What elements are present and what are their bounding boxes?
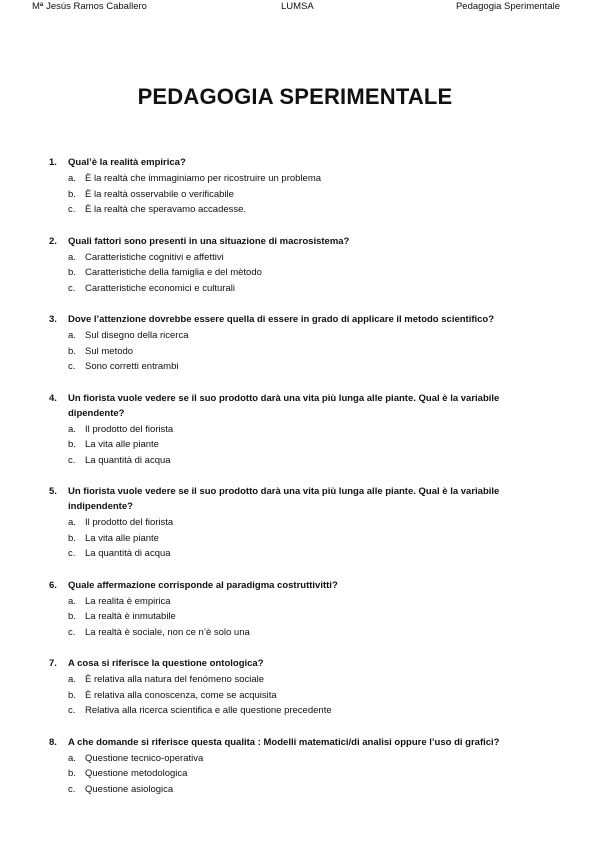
option-letter: c.: [68, 454, 76, 466]
option-letter: a.: [68, 674, 76, 685]
question-number: 5.: [49, 486, 57, 497]
answer-option: [0, 328, 600, 344]
answer-option: [0, 688, 600, 704]
option-text: Sono corretti entrambi: [85, 361, 179, 372]
option-list: [0, 328, 600, 375]
answer-option: [0, 515, 600, 531]
question-item: [0, 391, 600, 469]
answer-option: [0, 751, 600, 767]
option-text: È la realtà osservabile o verificabile: [85, 188, 234, 200]
question-item: [0, 234, 600, 297]
question-text: Quale affermazione corrisponde al paradigma costruttivitti?: [68, 579, 338, 591]
question-text: Qual’è la realità empirica?: [68, 157, 186, 168]
option-letter: a.: [68, 330, 76, 341]
question-item: [0, 484, 600, 562]
answer-option: [0, 625, 600, 641]
option-text: Il prodotto del fiorista: [85, 517, 174, 528]
option-letter: a.: [68, 251, 76, 263]
option-letter: b.: [68, 689, 76, 701]
option-letter: b.: [68, 768, 76, 779]
option-text: Caratteristiche cognitivi e affettivi: [85, 251, 224, 263]
option-text: La realtà è inmutabile: [85, 611, 176, 622]
option-letter: c.: [68, 282, 76, 294]
option-letter: a.: [68, 423, 76, 435]
option-text: La vita alle piante: [85, 439, 159, 450]
option-letter: c.: [68, 204, 76, 215]
option-letter: c.: [68, 361, 76, 372]
answer-option: [0, 782, 600, 798]
option-list: [0, 751, 600, 798]
option-letter: c.: [68, 705, 76, 716]
question-text: Dove l’attenzione dovrebbe essere quella di essere in grado di applicare il metodo scientifico?: [68, 314, 495, 325]
question-item: [0, 735, 600, 798]
option-letter: b.: [68, 611, 76, 622]
option-text: Sul disegno della ricerca: [85, 330, 189, 341]
answer-option: [0, 546, 600, 562]
answer-option: [0, 531, 600, 547]
question-number: 7.: [49, 658, 57, 669]
option-text: Il prodotto del fiorista: [85, 423, 174, 435]
question-item: [0, 656, 600, 719]
answer-option: [0, 703, 600, 719]
answer-option: [0, 171, 600, 187]
question-list: [0, 155, 600, 813]
question-number: 6.: [49, 579, 57, 591]
page-header: [32, 1, 560, 15]
answer-option: [0, 766, 600, 782]
question-number: 1.: [49, 157, 57, 168]
question-text: A che domande si riferisce questa qualita : Modelli matematici/di analisi oppure l’uso di grafici?: [68, 736, 500, 748]
question-number: 4.: [49, 392, 57, 404]
question-number: 3.: [49, 314, 57, 325]
option-text: La vita alle piante: [85, 532, 159, 544]
option-text: È relativa alla natura del fenómeno sociale: [85, 674, 265, 685]
answer-option: [0, 609, 600, 625]
header-course: Pedagogia Sperimentale: [455, 1, 560, 12]
question-text: Quali fattori sono presenti in una situazione di macrosistema?: [68, 235, 350, 247]
answer-option: [0, 453, 600, 469]
option-letter: a.: [68, 173, 76, 184]
option-text: Sul metodo: [85, 345, 134, 357]
answer-option: [0, 250, 600, 266]
option-list: [0, 594, 600, 641]
option-text: È relativa alla conoscenza, come se acquisita: [85, 689, 277, 701]
page-title: PEDAGOGIA SPERIMENTALE: [137, 84, 453, 109]
option-letter: c.: [68, 548, 76, 559]
option-text: Caratteristiche economici e culturali: [85, 282, 235, 294]
answer-option: [0, 187, 600, 203]
option-letter: b.: [68, 345, 76, 357]
answer-option: [0, 422, 600, 438]
answer-option: [0, 344, 600, 360]
answer-option: [0, 359, 600, 375]
option-text: La realtà è sociale, non ce n’è solo una: [85, 626, 250, 638]
answer-option: [0, 437, 600, 453]
answer-option: [0, 594, 600, 610]
option-text: Caratteristiche della famiglia e del mètodo: [85, 267, 262, 278]
question-item: [0, 578, 600, 641]
option-list: [0, 250, 600, 297]
option-letter: b.: [68, 188, 76, 200]
option-letter: b.: [68, 532, 76, 544]
option-letter: a.: [68, 517, 76, 528]
option-text: La quantità di acqua: [85, 454, 171, 466]
question-item: [0, 155, 600, 218]
option-text: Questione metodologica: [85, 768, 188, 779]
option-text: Questione tecnico-operativa: [85, 752, 204, 764]
answer-option: [0, 202, 600, 218]
option-list: [0, 171, 600, 218]
option-letter: b.: [68, 267, 76, 278]
option-list: [0, 672, 600, 719]
option-text: È la realtà che speravamo accadesse.: [85, 204, 247, 215]
option-list: [0, 515, 600, 562]
option-letter: a.: [68, 595, 76, 607]
option-list: [0, 422, 600, 469]
option-text: È la realtà che immaginiamo per ricostruire un problema: [85, 173, 322, 184]
header-author: Mª Jesús Ramos Caballero: [32, 1, 147, 12]
option-text: La realita è empirica: [85, 595, 171, 607]
header-institution: LUMSA: [281, 1, 314, 12]
option-text: Relativa alla ricerca scientifica e alle questione precedente: [85, 705, 332, 716]
question-number: 2.: [49, 235, 57, 247]
option-letter: a.: [68, 752, 76, 764]
option-text: Questione asiologica: [85, 783, 174, 795]
answer-option: [0, 281, 600, 297]
answer-option: [0, 672, 600, 688]
question-item: [0, 312, 600, 375]
option-text: La quantità di acqua: [85, 548, 171, 559]
question-text: Un fiorista vuole vedere se il suo prodotto darà una vita più lunga alle piante. Qual è la variabile indipendente?: [68, 486, 500, 512]
question-number: 8.: [49, 736, 57, 748]
question-text: Un fiorista vuole vedere se il suo prodotto darà una vita più lunga alle piante. Qual è la variabile dipendente?: [68, 392, 500, 419]
option-letter: b.: [68, 439, 76, 450]
question-text: A cosa si riferisce la questione ontologica?: [68, 658, 264, 669]
option-letter: c.: [68, 783, 76, 795]
answer-option: [0, 265, 600, 281]
option-letter: c.: [68, 626, 76, 638]
